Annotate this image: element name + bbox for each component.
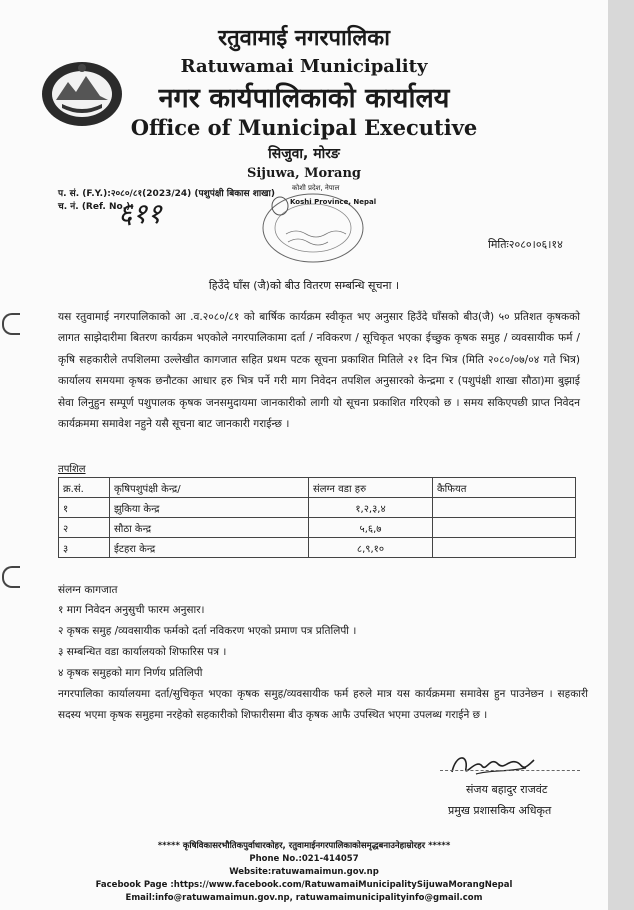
stamp-province-english: Koshi Province, Nepal [290,198,377,206]
place-nepali: सिजुवा, मोरङ [268,146,340,162]
signatory-name: संजय बहादुर राजवंट [466,783,548,796]
enclosure-item: २ कृषक समुह /व्यवसायीक फर्मको दर्ता नविकरण भएको प्रमाण पत्र प्रतिलिपी । [58,625,357,637]
stamp-province-nepali: कोशी प्रदेश, नेपाल [292,184,340,192]
table-header-row [59,478,576,498]
handwritten-signature [446,748,546,784]
table-cell: ८,९,१० [309,538,433,558]
municipality-name-nepali: रतुवामाई नगरपालिका [218,26,390,51]
table-cell: १ [59,498,110,518]
table-header: संलग्न वडा हरु [309,478,433,498]
footer-email: Email:info@ratuwamaimun.gov.np, ratuwamaimunicipalityinfo@gmail.com [125,893,483,903]
letter-subject: हिउँदे घाँस (जै)को बीउ वितरण सम्बन्धि सूचना । [208,279,400,292]
punch-hole [2,566,20,588]
fiscal-year-line: प. सं. (F.Y.):२०८०/८१(2023/24) (पशुपंक्षी बिकास शाखा) [58,189,275,199]
place-english: Sijuwa, Morang [246,166,362,181]
table-cell: झुकिया केन्द्र [110,498,309,518]
eligibility-note: नगरपालिका कार्यालयमा दर्ता/सुचिकृत भएका कृषक समुह/व्यवसायीक फर्म हरुले मात्र यस कार्यक्रममा समावेस हुन पाउनेछन । सहकारी सदस्य भएमा कृषक समुहमा नरहेको सहकारीको शिफारीसमा बीउ कृषक आफै उपस्थित भएमा उपलब्ध गराईने छ । [58,688,588,721]
table-cell: १,२,३,४ [309,498,433,518]
page-edge-shadow [608,0,634,910]
office-name-english: Office of Municipal Executive [130,115,478,140]
enclosure-item: १ माग निवेदन अनुसुची फारम अनुसार। [58,604,205,616]
table-cell [433,518,576,538]
table-row [59,538,576,558]
signatory-title: प्रमुख प्रशासकिय अधिकृत [448,804,552,817]
details-table [58,477,576,558]
signature-line [440,770,580,771]
table-cell: ५,६,७ [309,518,433,538]
punch-hole [2,313,20,335]
table-cell: ३ [59,538,110,558]
footer-website: Website:ratuwamaimun.gov.np [229,867,379,877]
municipality-name-english: Ratuwamai Municipality [180,56,428,77]
table-cell: २ [59,518,110,538]
table-cell [433,498,576,518]
table-header: कैफियत [433,478,576,498]
office-name-nepali: नगर कार्यपालिकाको कार्यालय [158,83,450,114]
footer-phone: Phone No.:021-414057 [249,854,359,864]
table-header: क्र.सं. [59,478,110,498]
table-row [59,498,576,518]
ref-number-handwritten: ६११ [118,197,162,230]
enclosures-heading: संलग्न कागजात [58,584,118,596]
table-row [59,518,576,538]
enclosure-item: ३ सम्बन्धित वडा कार्यालयको शिफारिस पत्र । [58,646,227,658]
table-cell: सौठा केन्द्र [110,518,309,538]
enclosure-item: ४ कृषक समुहको माग निर्णय प्रतिलिपी [58,667,203,679]
letter-date: मितिः२०८०।०६।१४ [488,238,563,251]
footer-facebook: Facebook Page :https://www.facebook.com/RatuwamaiMunicipalitySijuwaMorangNepal [95,880,513,890]
ref-number-label: च. नं. (Ref. No.): [58,202,134,212]
notice-body: यस रतुवामाई नगरपालिकाको आ .व.२०८०/८१ को बार्षिक कार्यक्रम स्वीकृत भए अनुसार हिउँदे घाँसको बीउ(जै) ५० प्रतिशत कृषकको लागत साझेदारीमा बितरण कार्यक्रम भएकोले नगरपालिकामा दर्ता / नविकरण / सूचिकृत भएका ईच्छुक कृषक समुह / व्यवसायीक फर्म / कृषि सहकारीले तपशिलमा उल्लेखीत कागजात सहित प्रथम पटक सूचना प्रकाशित मितिले २१ दिन भित्र (मिति २०८०/०७/०४ गते भित्र) कार्यालय समयमा कृषक छनौटका आधार हरु भित्र पर्ने गरी माग निवेदन तपशिल अनुसारको केन्द्रमा र (पशुपंक्षी शाखा सौठा)मा बुझाई सेवा लिनुहुन सम्पूर्ण पशुपालक कृषक जनसमुदायमा जानकारीको लागी यो सूचना प्रकाशित गरिएको छ । समय सकिएपछी प्राप्त निवेदन कार्यक्रममा समावेश नहुने यसै सूचना बाट जानकारी गराईन्छ । [58,311,580,431]
office-stamp [258,182,368,264]
table-cell [433,538,576,558]
footer-motto: ***** कृषिविकासरभौतिकपुर्वाधारकोहर, रतुवामाईनगरपालिकाकोसमृद्धबनाउनेहाम्रोरहर ***** [157,841,451,851]
table-cell: ईटहरा केन्द्र [110,538,309,558]
details-table-label: तपशिल [58,464,86,475]
table-header: कृषिपशुपंक्षी केन्द्र/ [110,478,309,498]
